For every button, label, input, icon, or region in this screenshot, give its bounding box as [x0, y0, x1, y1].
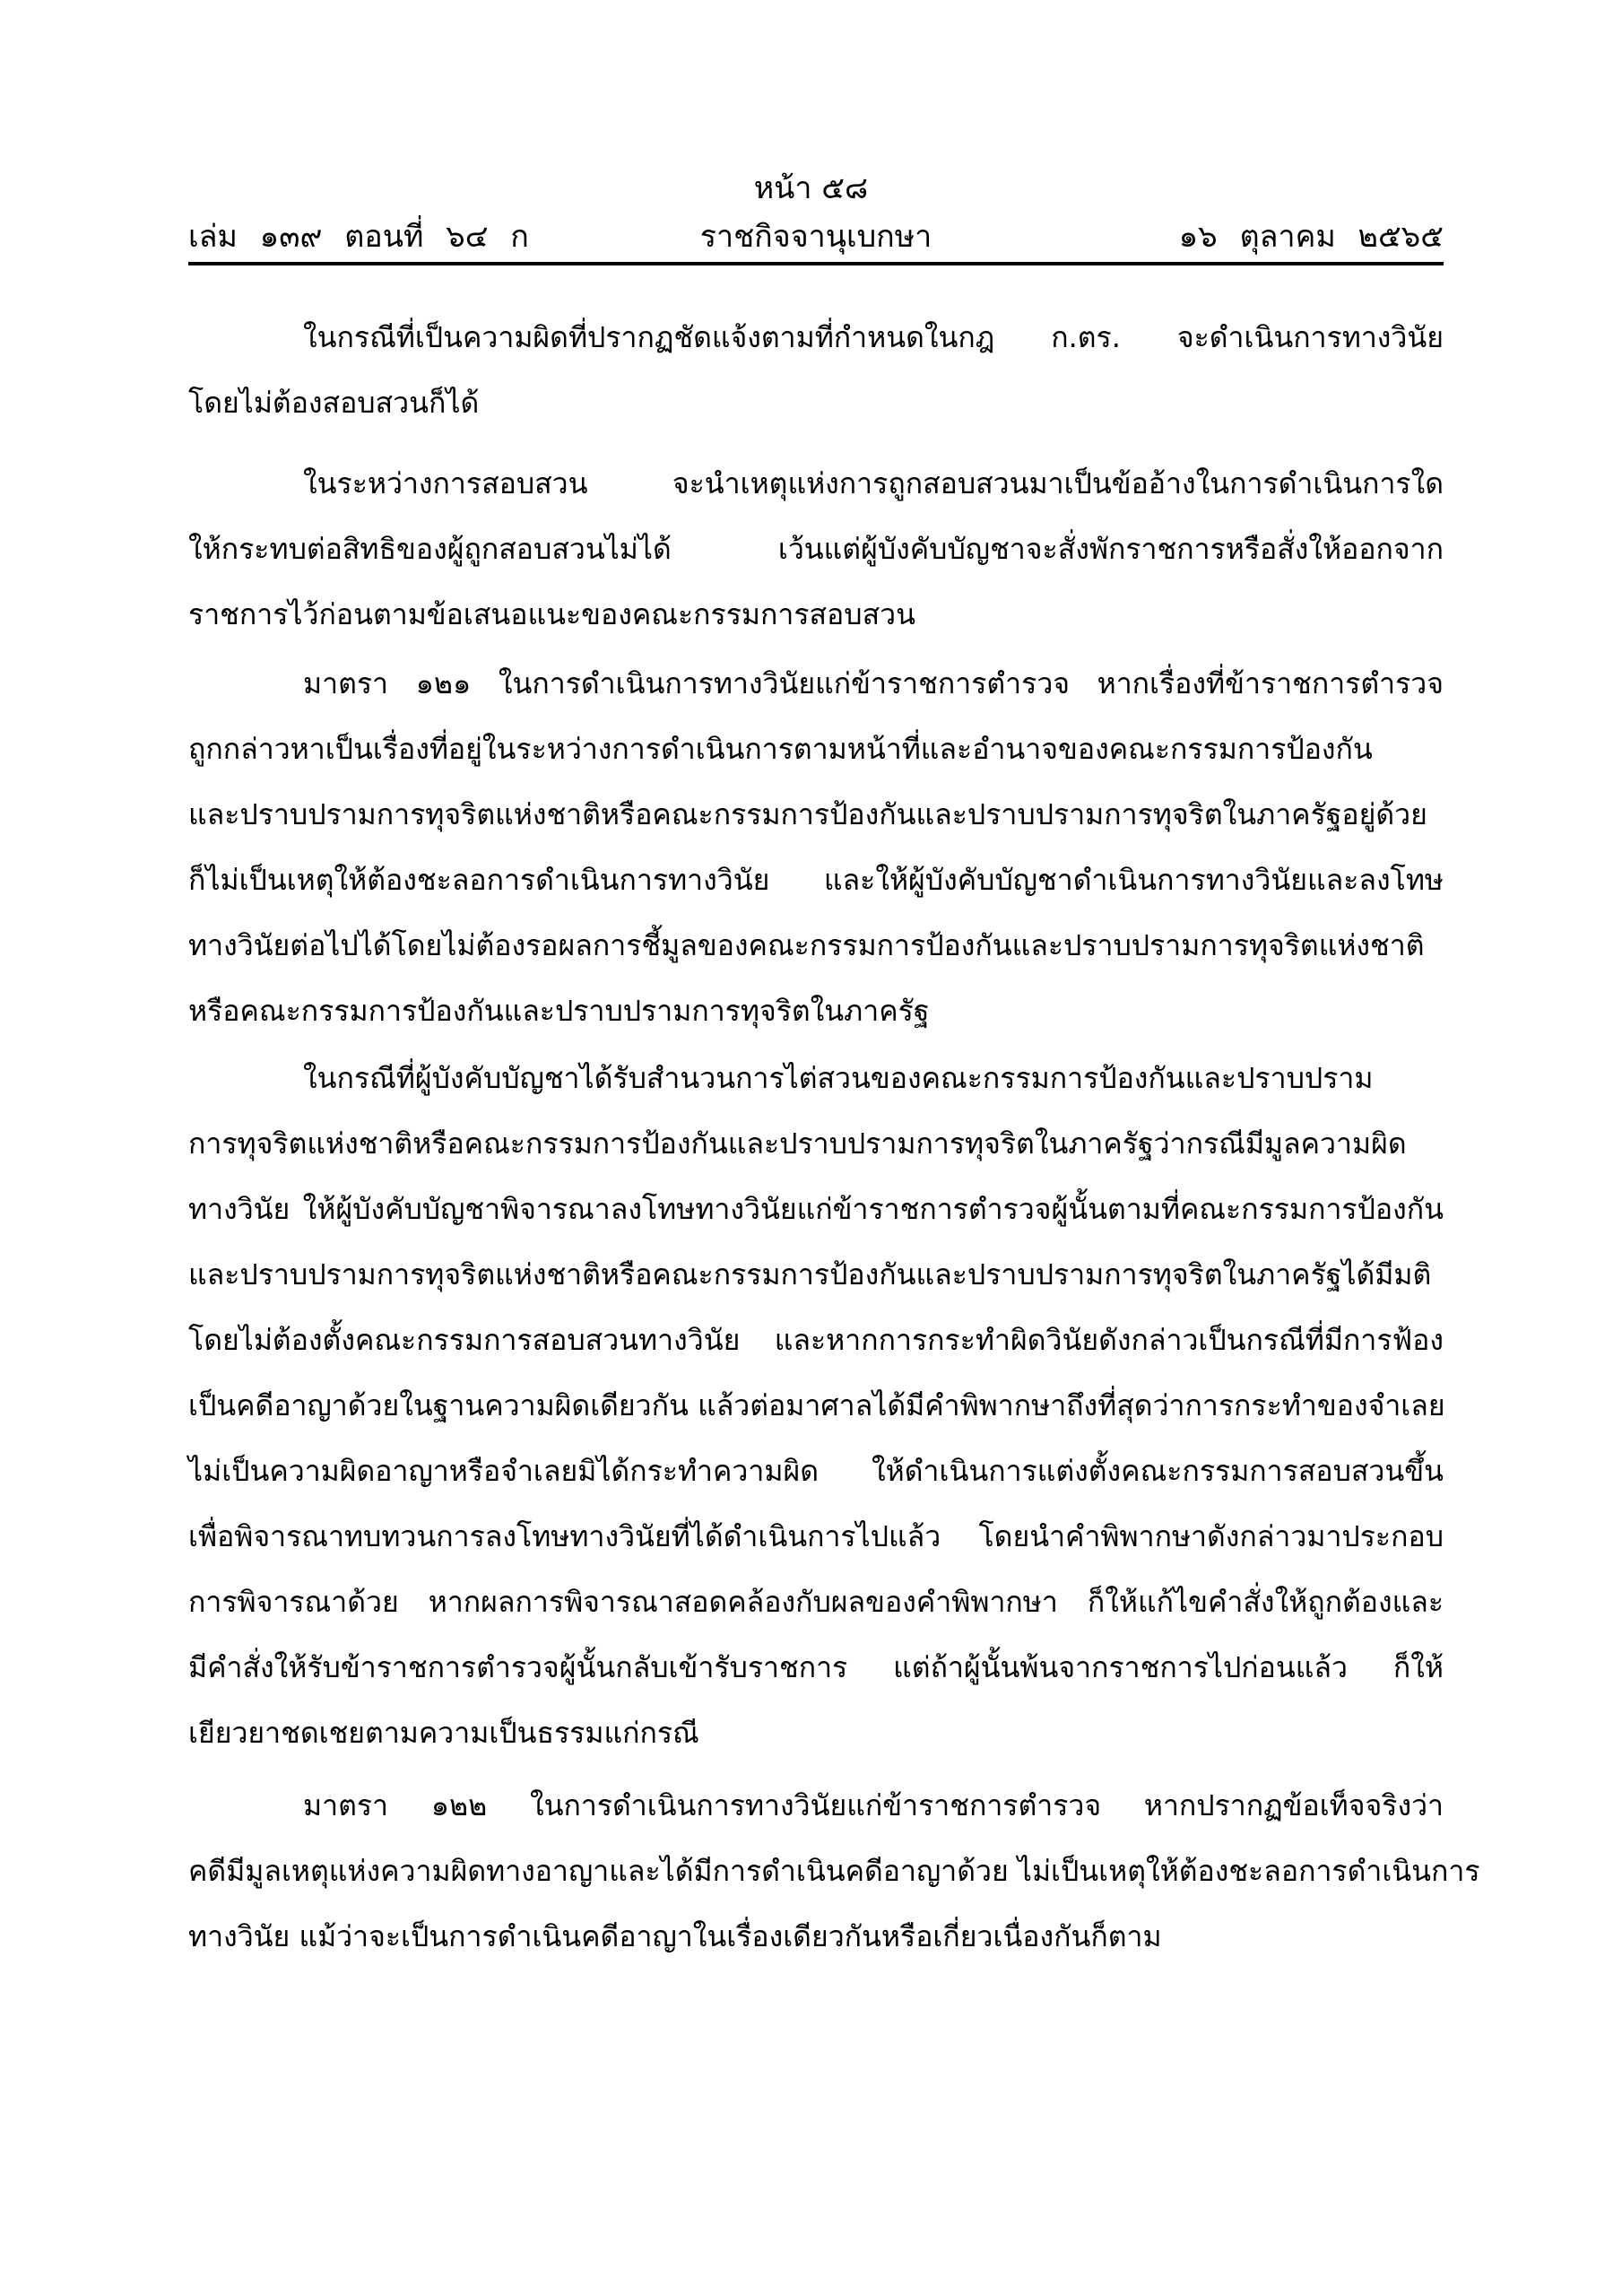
text-line: ในกรณีที่ผู้บังคับบัญชาได้รับสำนวนการไต่สวนของคณะกรรมการป้องกันและปราบปราม [303, 1061, 1374, 1095]
text-line: เป็นคดีอาญาด้วยในฐานความผิดเดียวกัน แล้วต่อมาศาลได้มีคำพิพากษาถึงที่สุดว่าการกระทำของจำเลย [188, 1388, 1445, 1422]
publication-title: ราชกิจจานุเบกษา [699, 219, 932, 255]
publication-date: ๑๖ ตุลาคม ๒๕๖๕ [1178, 219, 1444, 255]
volume-issue: เล่ม ๑๓๙ ตอนที่ ๖๔ ก [188, 219, 529, 255]
paragraph [188, 451, 1444, 648]
text-line: ไม่เป็นความผิดอาญาหรือจำเลยมิได้กระทำความผิด ให้ดำเนินการแต่งตั้งคณะกรรมการสอบสวนขึ้น [188, 1454, 1444, 1488]
text-line: การพิจารณาด้วย หากผลการพิจารณาสอดคล้องกับผลของคำพิพากษา ก็ให้แก้ไขคำสั่งให้ถูกต้องและ [188, 1585, 1444, 1619]
text-line: ให้กระทบต่อสิทธิของผู้ถูกสอบสวนไม่ได้ เว้นแต่ผู้บังคับบัญชาจะสั่งพักราชการหรือสั่งให้ออกจาก [188, 532, 1444, 566]
paragraph [188, 651, 1444, 1044]
paragraph [188, 1773, 1480, 1970]
header-divider [188, 262, 1444, 265]
text-line: เยียวยาชดเชยตามความเป็นธรรมแก่กรณี [188, 1716, 699, 1750]
text-line: มีคำสั่งให้รับข้าราชการตำรวจผู้นั้นกลับเข้ารับราชการ แต่ถ้าผู้นั้นพ้นจากราชการไปก่อนแล้ว ก็ให้ [188, 1650, 1444, 1684]
text-line: ราชการไว้ก่อนตามข้อเสนอแนะของคณะกรรมการสอบสวน [188, 597, 915, 631]
text-line: โดยไม่ต้องสอบสวนก็ได้ [188, 386, 480, 420]
text-line: โดยไม่ต้องตั้งคณะกรรมการสอบสวนทางวินัย และหากการกระทำผิดวินัยดังกล่าวเป็นกรณีที่มีการฟ้อง [188, 1323, 1444, 1357]
paragraph [188, 1046, 1444, 1766]
text-line: ในกรณีที่เป็นความผิดที่ปรากฏชัดแจ้งตามที่กำหนดในกฎ ก.ตร. จะดำเนินการทางวินัย [303, 320, 1444, 354]
text-line: คดีมีมูลเหตุแห่งความผิดทางอาญาและได้มีการดำเนินคดีอาญาด้วย ไม่เป็นเหตุให้ต้องชะลอการดำเนินการ [188, 1854, 1480, 1888]
text-line: ก็ไม่เป็นเหตุให้ต้องชะลอการดำเนินการทางวินัย และให้ผู้บังคับบัญชาดำเนินการทางวินัยและลงโทษ [188, 863, 1444, 897]
page-number: หน้า ๕๘ [753, 170, 869, 206]
text-line: ถูกกล่าวหาเป็นเรื่องที่อยู่ในระหว่างการดำเนินการตามหน้าที่และอำนาจของคณะกรรมการป้องกัน [188, 732, 1373, 766]
text-line: ในระหว่างการสอบสวน จะนำเหตุแห่งการถูกสอบสวนมาเป็นข้ออ้างในการดำเนินการใด [303, 466, 1444, 500]
text-line: ทางวินัยต่อไปได้โดยไม่ต้องรอผลการชี้มูลของคณะกรรมการป้องกันและปราบปรามการทุจริตแห่งชาติ [188, 928, 1425, 962]
text-line: มาตรา ๑๒๒ ในการดำเนินการทางวินัยแก่ข้าราชการตำรวจ หากปรากฏข้อเท็จจริงว่า [303, 1788, 1444, 1822]
text-line: การทุจริตแห่งชาติหรือคณะกรรมการป้องกันและปราบปรามการทุจริตในภาครัฐว่ากรณีมีมูลความผิด [188, 1126, 1407, 1161]
gazette-header [188, 212, 1444, 257]
document-body [188, 305, 1480, 1970]
text-line: มาตรา ๑๒๑ ในการดำเนินการทางวินัยแก่ข้าราชการตำรวจ หากเรื่องที่ข้าราชการตำรวจ [303, 666, 1444, 700]
text-line: ทางวินัย แม้ว่าจะเป็นการดำเนินคดีอาญาในเรื่องเดียวกันหรือเกี่ยวเนื่องกันก็ตาม [188, 1919, 1162, 1953]
text-line: และปราบปรามการทุจริตแห่งชาติหรือคณะกรรมการป้องกันและปราบปรามการทุจริตในภาครัฐได้มีมติ [188, 1257, 1432, 1292]
text-line: หรือคณะกรรมการป้องกันและปราบปรามการทุจริตในภาครัฐ [188, 994, 930, 1028]
paragraph [188, 305, 1444, 436]
text-line: เพื่อพิจารณาทบทวนการลงโทษทางวินัยที่ได้ดำเนินการไปแล้ว โดยนำคำพิพากษาดังกล่าวมาประกอบ [188, 1519, 1444, 1553]
text-line: ทางวินัย ให้ผู้บังคับบัญชาพิจารณาลงโทษทางวินัยแก่ข้าราชการตำรวจผู้นั้นตามที่คณะกรรมการป้องกัน [188, 1192, 1444, 1226]
text-line: และปราบปรามการทุจริตแห่งชาติหรือคณะกรรมการป้องกันและปราบปรามการทุจริตในภาครัฐอยู่ด้วย [188, 797, 1427, 831]
